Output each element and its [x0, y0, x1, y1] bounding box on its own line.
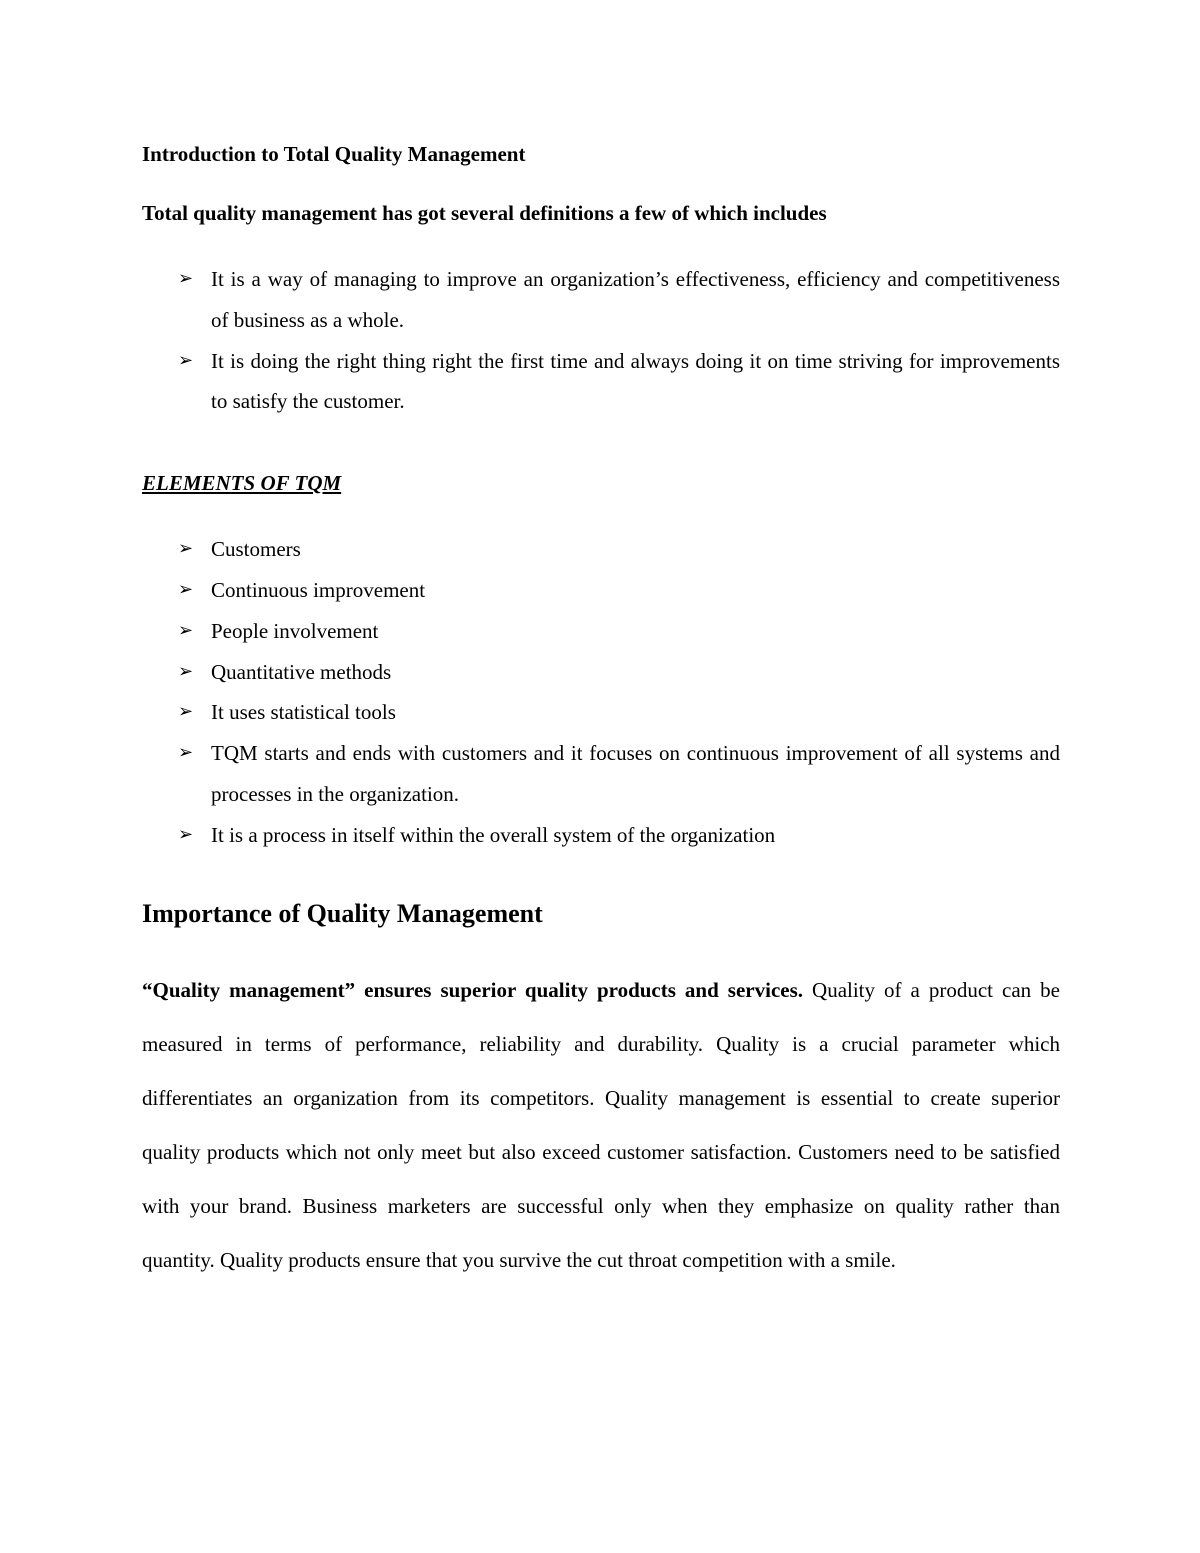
definitions-list [142, 259, 1060, 422]
document-content [142, 138, 1060, 1287]
list-item [142, 733, 1060, 815]
importance-heading: Importance of Quality Management [142, 898, 543, 928]
list-item-text: It is a way of managing to improve an organization’s effectiveness, efficiency and competitiveness of business as a whole. [211, 267, 1060, 332]
list-item-text: Continuous improvement [211, 577, 426, 602]
importance-paragraph [142, 963, 1060, 1287]
arrowhead-bullet-icon: ➢ [178, 660, 194, 682]
document-subtitle: Total quality management has got several definitions a few of which includes [142, 201, 827, 225]
arrowhead-bullet-icon: ➢ [178, 823, 194, 845]
list-item [142, 815, 1060, 856]
list-item [142, 341, 1060, 423]
arrowhead-bullet-icon: ➢ [178, 619, 194, 641]
list-item [142, 259, 1060, 341]
document-title: Introduction to Total Quality Management [142, 142, 526, 166]
arrowhead-bullet-icon: ➢ [178, 268, 194, 289]
list-item-text: People involvement [211, 618, 379, 643]
list-item-text: It is doing the right thing right the first time and always doing it on time striving for improvements to satisfy the customer. [211, 348, 1060, 414]
list-item-text: TQM starts and ends with customers and it focuses on continuous improvement of all systems and processes in the organization. [211, 741, 1060, 806]
list-item [142, 529, 1060, 570]
arrowhead-bullet-icon: ➢ [178, 701, 194, 723]
elements-heading: ELEMENTS OF TQM [142, 471, 342, 496]
arrowhead-bullet-icon: ➢ [178, 349, 194, 371]
list-item-text: Quantitative methods [211, 659, 392, 684]
list-item-text: Customers [211, 537, 301, 562]
arrowhead-bullet-icon: ➢ [178, 742, 194, 764]
list-item [142, 692, 1060, 733]
importance-lead-text: “Quality management” ensures superior quality products and services. [142, 977, 804, 1002]
elements-list [142, 529, 1060, 855]
list-item-text: It is a process in itself within the overall system of the organization [211, 822, 776, 847]
list-item [142, 570, 1060, 611]
arrowhead-bullet-icon: ➢ [178, 538, 194, 560]
importance-body-text: Quality of a product can be measured in terms of performance, reliability and durability. Quality is a crucial parameter which differentiates an organization from its competitors. Quality management is essential to create superior quality products which not only meet but also exceed customer satisfaction. Customers need to be satisfied with your brand. Business marketers are successful only when they emphasize on quality rather than quantity. Quality products ensure that you survive the cut throat competition with a smile. [142, 977, 1060, 1272]
list-item-text: It uses statistical tools [211, 700, 396, 725]
list-item [142, 611, 1060, 652]
list-item [142, 652, 1060, 693]
arrowhead-bullet-icon: ➢ [178, 578, 194, 600]
